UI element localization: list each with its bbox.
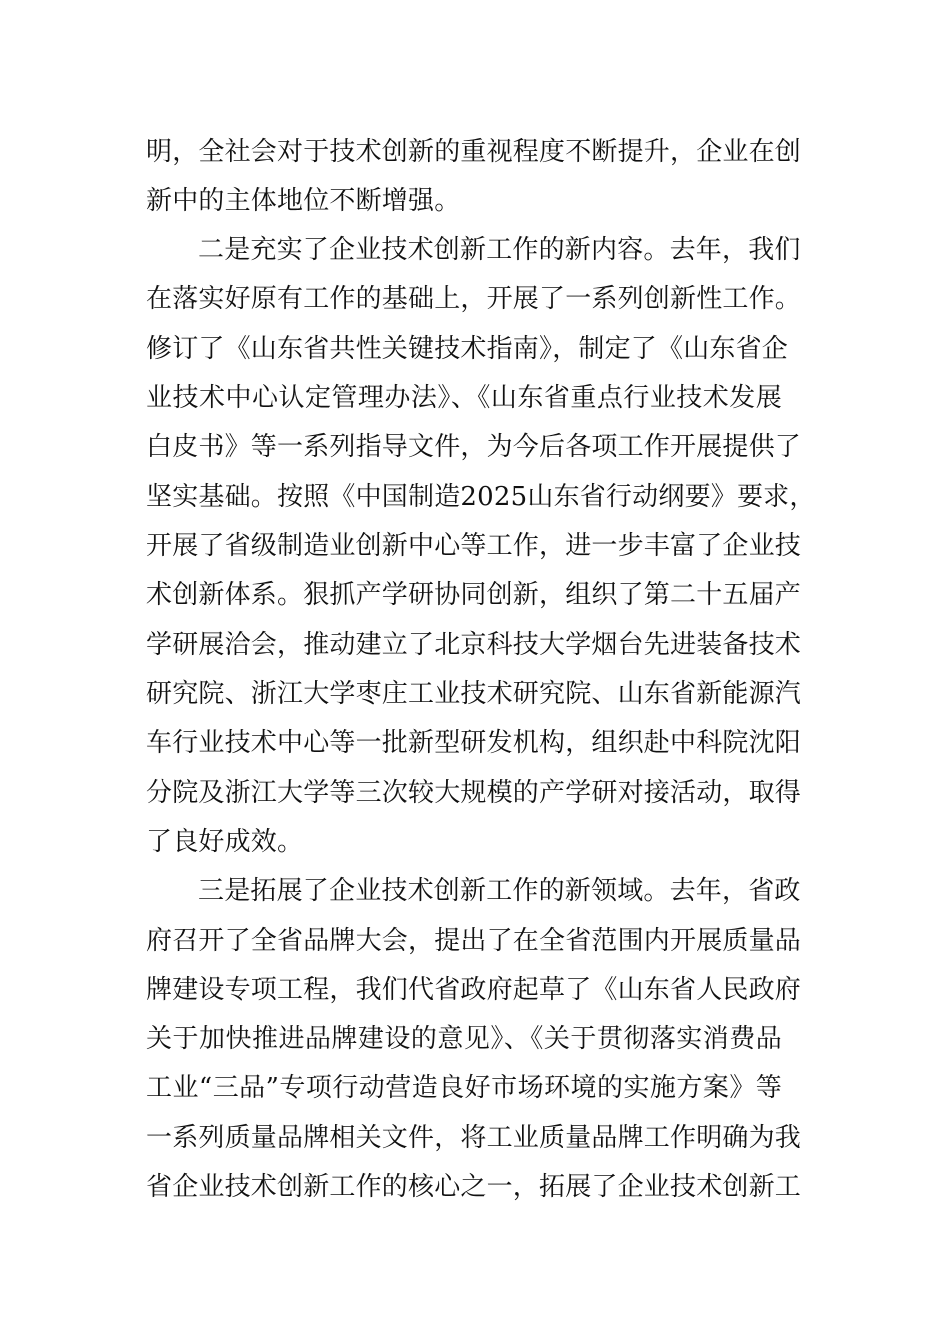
text-line-21: 一系列质量品牌相关文件，将工业质量品牌工作明确为我 <box>146 1123 802 1153</box>
paragraph-3-start: 三是拓展了企业技术创新工作的新领域。去年，省政 <box>198 876 801 906</box>
text-line-14: 分院及浙江大学等三次较大规模的产学研对接活动，取得 <box>146 778 802 808</box>
text-line-13: 车行业技术中心等一批新型研发机构，组织赴中科院沈阳 <box>146 728 802 758</box>
text-line-22: 省企业技术创新工作的核心之一，拓展了企业技术创新工 <box>146 1172 802 1202</box>
text-line-7: 白皮书》等一系列指导文件，为今后各项工作开展提供了 <box>146 432 802 462</box>
text-line-4: 在落实好原有工作的基础上，开展了一系列创新性工作。 <box>146 284 802 314</box>
text-line-5: 修订了《山东省共性关键技术指南》，制定了《山东省企 <box>146 334 789 364</box>
text-line-9: 开展了省级制造业创新中心等工作，进一步丰富了企业技 <box>146 531 802 561</box>
text-line-10: 术创新体系。狠抓产学研协同创新，组织了第二十五届产 <box>146 580 802 610</box>
text-line-15: 了良好成效。 <box>146 827 304 857</box>
text-line-2: 新中的主体地位不断增强。 <box>146 186 461 216</box>
paragraph-2-start: 二是充实了企业技术创新工作的新内容。去年，我们 <box>198 235 801 265</box>
text-line-11: 学研展洽会，推动建立了北京科技大学烟台先进装备技术 <box>146 630 802 660</box>
text-line-20: 工业“三品”专项行动营造良好市场环境的实施方案》等 <box>146 1073 782 1103</box>
text-line-8: 坚实基础。按照《中国制造2025山东省行动纲要》要求， <box>146 482 816 512</box>
text-line-18: 牌建设专项工程，我们代省政府起草了《山东省人民政府 <box>146 975 802 1005</box>
text-line-12: 研究院、浙江大学枣庄工业技术研究院、山东省新能源汽 <box>146 679 802 709</box>
text-line-6: 业技术中心认定管理办法》、《山东省重点行业技术发展 <box>146 383 782 413</box>
text-line-19: 关于加快推进品牌建设的意见》、《关于贯彻落实消费品 <box>146 1024 782 1054</box>
text-line-17: 府召开了全省品牌大会，提出了在全省范围内开展质量品 <box>146 926 802 956</box>
text-line-1: 明，全社会对于技术创新的重视程度不断提升，企业在创 <box>146 137 802 167</box>
